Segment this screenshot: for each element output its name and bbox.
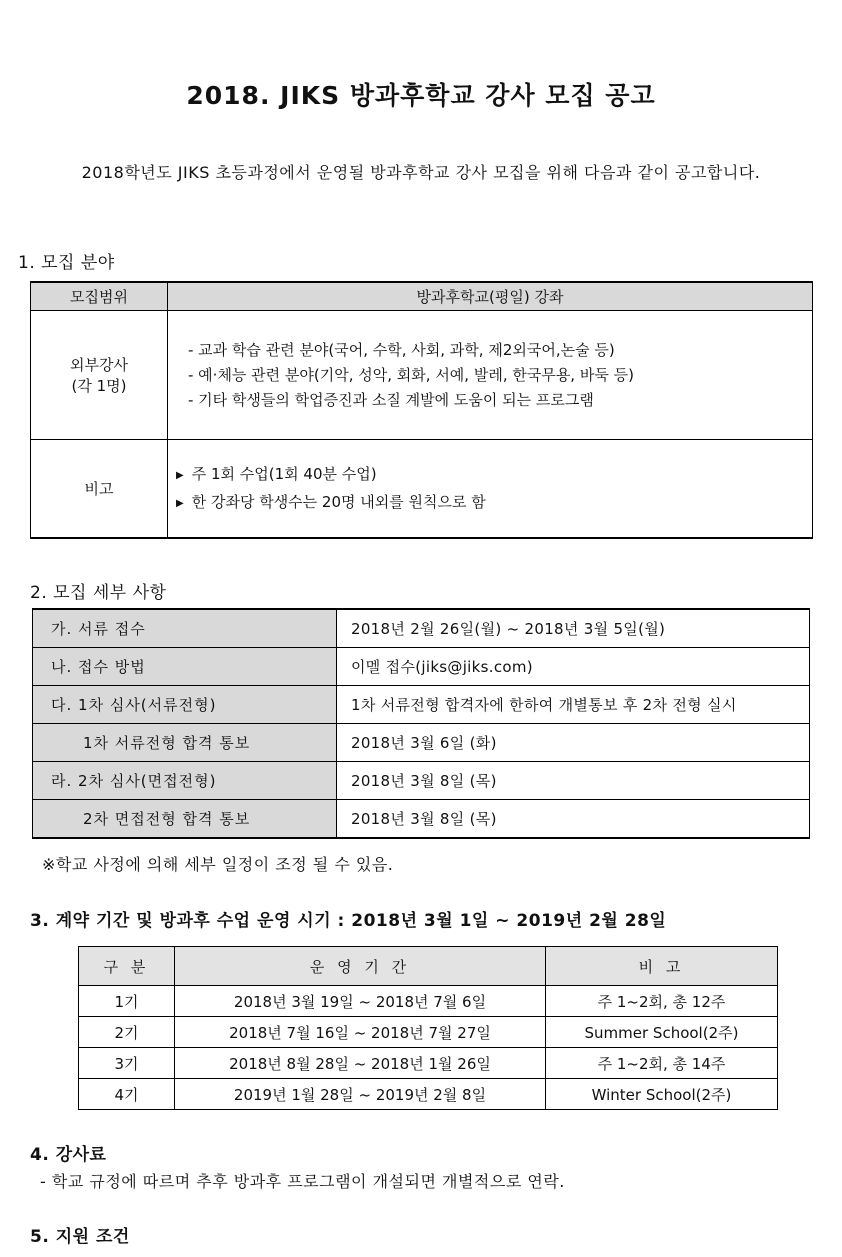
page-title: 2018. JIKS 방과후학교 강사 모집 공고	[186, 81, 656, 110]
table-row	[79, 1048, 778, 1079]
detail-value: 2018년 2월 26일(월) ~ 2018년 3월 5일(월)	[337, 609, 810, 648]
triangle-bullet-icon: ▶	[176, 469, 184, 481]
period-cell: 2019년 1월 28일 ~ 2019년 2월 8일	[175, 1079, 546, 1110]
schedule-note: ※학교 사정에 의해 세부 일정이 조정 될 수 있음.	[42, 855, 394, 874]
term-cell: 1기	[79, 986, 175, 1017]
section-1-heading: 1. 모집 분야	[18, 253, 115, 273]
recruitment-field-table	[30, 281, 813, 539]
table-row	[31, 440, 813, 539]
detail-value: 이멜 접수(jiks@jiks.com)	[337, 648, 810, 686]
notes-cell	[168, 440, 813, 539]
section-2-heading: 2. 모집 세부 사항	[30, 583, 167, 603]
external-label: 외부강사	[70, 356, 128, 374]
header-scope: 모집범위	[31, 282, 168, 311]
list-item	[176, 489, 812, 517]
table-row	[79, 1079, 778, 1110]
table-row	[33, 800, 810, 839]
external-count: (각 1명)	[71, 377, 127, 395]
table-row	[79, 1017, 778, 1048]
remarks-cell: Summer School(2주)	[546, 1017, 778, 1048]
detail-key: 나. 접수 방법	[33, 648, 337, 686]
external-instructor-cell	[31, 311, 168, 440]
header-remarks: 비 고	[546, 947, 778, 986]
table-row	[33, 762, 810, 800]
table-header-row	[31, 282, 813, 311]
table-row	[79, 986, 778, 1017]
course-fields-cell	[168, 311, 813, 440]
term-cell: 4기	[79, 1079, 175, 1110]
section-3-heading: 3. 계약 기간 및 방과후 수업 운영 시기 : 2018년 3월 1일 ~ 2019년 2월 28일	[30, 911, 667, 931]
list-item	[176, 461, 812, 489]
detail-key: 2차 면접전형 합격 통보	[33, 800, 337, 839]
detail-key: 1차 서류전형 합격 통보	[33, 724, 337, 762]
table-row	[33, 609, 810, 648]
notes-label: 비고	[31, 440, 168, 539]
period-cell: 2018년 8월 28일 ~ 2018년 1월 26일	[175, 1048, 546, 1079]
triangle-bullet-icon: ▶	[176, 497, 184, 509]
detail-key: 다. 1차 심사(서류전형)	[33, 686, 337, 724]
detail-key: 가. 서류 접수	[33, 609, 337, 648]
section-5-heading: 5. 지원 조건	[30, 1227, 130, 1247]
table-header-row	[79, 947, 778, 986]
term-cell: 2기	[79, 1017, 175, 1048]
operation-period-table	[78, 946, 778, 1110]
fee-description: - 학교 규정에 따르며 추후 방과후 프로그램이 개설되면 개별적으로 연락.	[40, 1172, 565, 1191]
detail-value: 2018년 3월 6일 (화)	[337, 724, 810, 762]
period-cell: 2018년 7월 16일 ~ 2018년 7월 27일	[175, 1017, 546, 1048]
detail-value: 2018년 3월 8일 (목)	[337, 800, 810, 839]
header-division: 구 분	[79, 947, 175, 986]
detail-value: 1차 서류전형 합격자에 한하여 개별통보 후 2차 전형 실시	[337, 686, 810, 724]
table-row	[31, 311, 813, 440]
table-row	[33, 686, 810, 724]
table-row	[33, 724, 810, 762]
header-course: 방과후학교(평일) 강좌	[168, 282, 813, 311]
list-item: - 기타 학생들의 학업증진과 소질 계발에 도움이 되는 프로그램	[188, 390, 594, 409]
recruitment-details-table	[32, 608, 810, 839]
note-text: 주 1회 수업(1회 40분 수업)	[191, 464, 377, 483]
header-period: 운 영 기 간	[175, 947, 546, 986]
remarks-cell: 주 1~2회, 총 14주	[546, 1048, 778, 1079]
detail-value: 2018년 3월 8일 (목)	[337, 762, 810, 800]
period-cell: 2018년 3월 19일 ~ 2018년 7월 6일	[175, 986, 546, 1017]
note-text: 한 강좌당 학생수는 20명 내외를 원칙으로 함	[191, 492, 486, 511]
section-4-heading: 4. 강사료	[30, 1145, 107, 1165]
list-item: - 교과 학습 관련 분야(국어, 수학, 사회, 과학, 제2외국어,논술 등)	[188, 340, 615, 359]
term-cell: 3기	[79, 1048, 175, 1079]
detail-key: 라. 2차 심사(면접전형)	[33, 762, 337, 800]
remarks-cell: Winter School(2주)	[546, 1079, 778, 1110]
table-row	[33, 648, 810, 686]
intro-paragraph: 2018학년도 JIKS 초등과정에서 운영될 방과후학교 강사 모집을 위해 다음과 같이 공고합니다.	[81, 163, 761, 182]
remarks-cell: 주 1~2회, 총 12주	[546, 986, 778, 1017]
list-item: - 예·체능 관련 분야(기악, 성악, 회화, 서예, 발레, 한국무용, 바둑 등)	[188, 365, 634, 384]
